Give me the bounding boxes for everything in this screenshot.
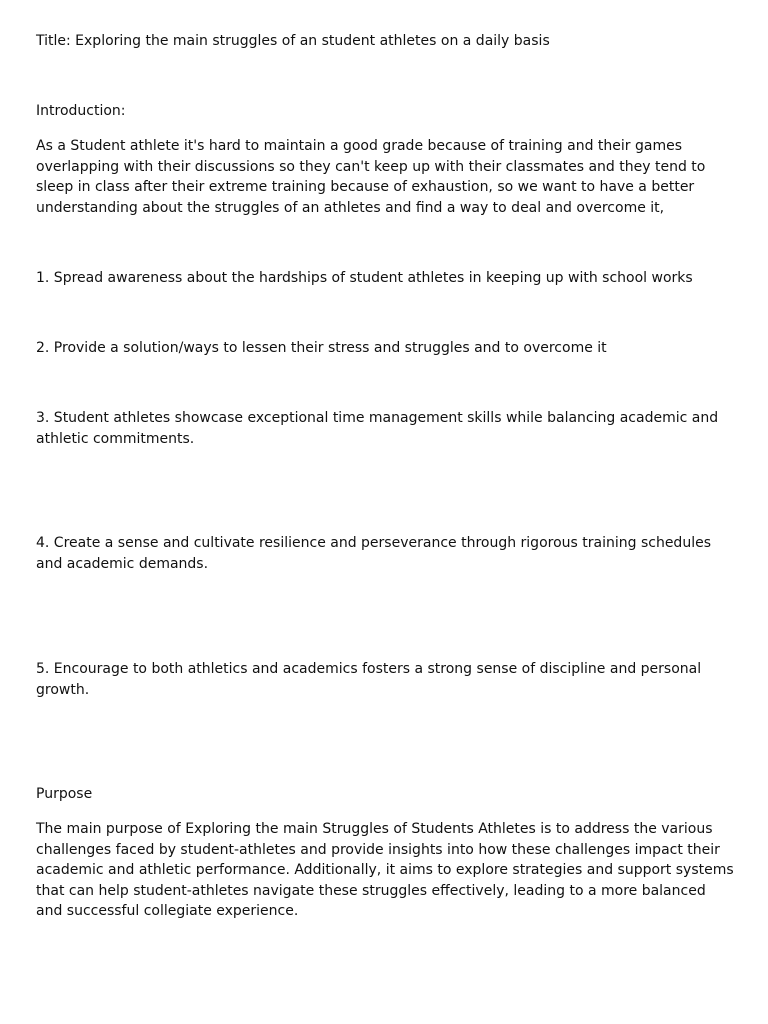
objective-item-3: 3. Student athletes showcase exceptional time management skills while balancing academic and athletic commitments. <box>36 410 719 447</box>
objective-item-4: 4. Create a sense and cultivate resilience and perseverance through rigorous training schedules and academic demands. <box>36 535 711 572</box>
objective-item-2: 2. Provide a solution/ways to lessen their stress and struggles and to overcome it <box>36 340 607 356</box>
purpose-paragraph: The main purpose of Exploring the main Struggles of Students Athletes is to address the various challenges faced by student-athletes and provide insights into how these challenges impact their academic and athletic performance. Additionally, it aims to explore strategies and support systems that can help student-athletes navigate these struggles effectively, leading to a more balanced and successful collegiate experience. <box>36 821 734 919</box>
objective-item-5: 5. Encourage to both athletics and academics fosters a strong sense of discipline and personal growth. <box>36 661 702 698</box>
introduction-paragraph: As a Student athlete it's hard to maintain a good grade because of training and their games overlapping with their discussions so they can't keep up with their classmates and they tend to sleep in class after their extreme training because of exhaustion, so we want to have a better understanding about the struggles of an athletes and find a way to deal and overcome it, <box>36 138 706 216</box>
objective-item-1: 1. Spread awareness about the hardships of student athletes in keeping up with school works <box>36 270 693 286</box>
document-title: Title: Exploring the main struggles of an student athletes on a daily basis <box>36 33 550 49</box>
introduction-heading: Introduction: <box>36 103 126 119</box>
purpose-heading: Purpose <box>36 786 93 802</box>
